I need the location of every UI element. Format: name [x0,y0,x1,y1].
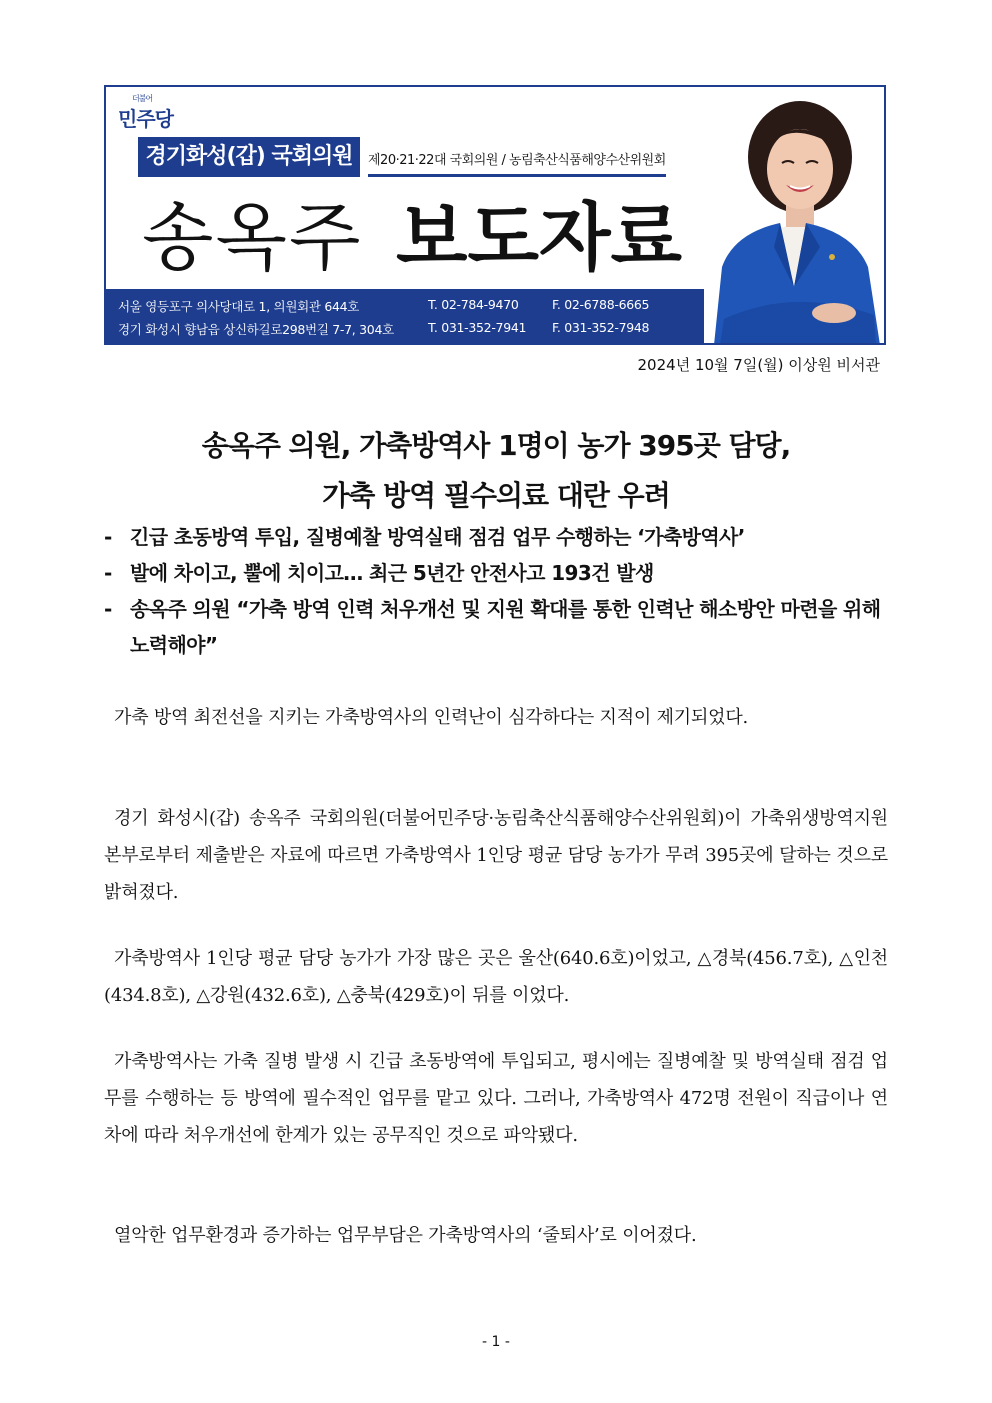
contact-fax-hwaseong: F. 031-352-7948 [552,320,650,335]
body-paragraph-text: 가축방역사 1인당 평균 담당 농가가 가장 많은 곳은 울산(640.6호)이었고, △경북(456.7호), △인천(434.8호), △강원(432.6호), △충북(429호)이 뒤를 이었다. [104,948,888,1006]
body-paragraph-text: 경기 화성시(갑) 송옥주 국회의원(더불어민주당·농림축산식품해양수산위원회)이 가축위생방역지원본부로부터 제출받은 자료에 따르면 가축방역사 1인당 평균 담당 농가가 무려 395곳에 달하는 것으로 밝혀졌다. [104,808,888,903]
body-paragraph [104,699,888,736]
lawmaker-name: 송옥주 [142,195,363,281]
party-logo [118,93,178,129]
subhead-dash: - [104,561,112,585]
contact-address-seoul: 서울 영등포구 의사당대로 1, 의원회관 644호 [118,299,360,314]
subhead-dash: - [104,597,112,621]
subhead-dash: - [104,525,112,549]
body-paragraph [104,1043,888,1154]
subhead-text: 발에 차이고, 뿔에 치이고… 최근 5년간 안전사고 193건 발생 [130,561,654,585]
headline-line-1: 송옥주 의원, 가축방역사 1명이 농가 395곳 담당, [201,429,791,462]
release-date-and-contact: 2024년 10월 7일(월) 이상원 비서관 [637,356,880,374]
subhead-text: 긴급 초동방역 투입, 질병예찰 방역실태 점검 업무 수행하는 ‘가축방역사’ [130,525,745,549]
subhead-item [104,591,894,663]
subhead-item [104,519,894,555]
terms-underline [368,174,666,177]
press-release-title: 보도자료 [396,195,682,281]
body-paragraph-text: 가축방역사는 가축 질병 발생 시 긴급 초동방역에 투입되고, 평시에는 질병예찰 및 방역실태 점검 업무를 수행하는 등 방역에 필수적인 업무를 맡고 있다. 그러나, 가축방역사 472명 전원이 직급이나 연차에 따라 처우개선에 한계가 있는 공무직인 것으로 파악됐다. [104,1051,888,1146]
headline-line-2: 가축 방역 필수의료 대란 우려 [322,479,670,512]
body-paragraph [104,800,888,911]
subhead-text: 송옥주 의원 “가축 방역 인력 처우개선 및 지원 확대를 통한 인력난 해소방안 마련을 위해 노력해야” [130,597,881,657]
party-logo-small-text: 더불어 [132,94,153,103]
press-header-banner [104,85,886,345]
body-paragraph-text: 열악한 업무환경과 증가하는 업무부담은 가축방역사의 ‘줄퇴사’로 이어졌다. [114,1225,697,1246]
terms-committee-label: 제20·21·22대 국회의원 / 농림축산식품해양수산위원회 [368,153,666,168]
subhead-item [104,555,894,591]
contact-address-hwaseong: 경기 화성시 향남읍 상신하길로298번길 7-7, 304호 [118,322,394,337]
lawmaker-portrait [704,87,886,345]
body-paragraph-text: 가축 방역 최전선을 지키는 가축방역사의 인력난이 심각하다는 지적이 제기되었다. [114,707,749,728]
contact-tel-seoul: T. 02-784-9470 [428,297,519,312]
party-logo-text: 민주당 [118,107,173,131]
district-label: 경기화성(갑) 국회의원 [138,137,360,177]
contact-fax-seoul: F. 02-6788-6665 [552,297,650,312]
body-paragraph [104,940,888,1014]
body-paragraph [104,1217,888,1254]
page-number: - 1 - [482,1334,510,1350]
contact-tel-hwaseong: T. 031-352-7941 [428,320,527,335]
